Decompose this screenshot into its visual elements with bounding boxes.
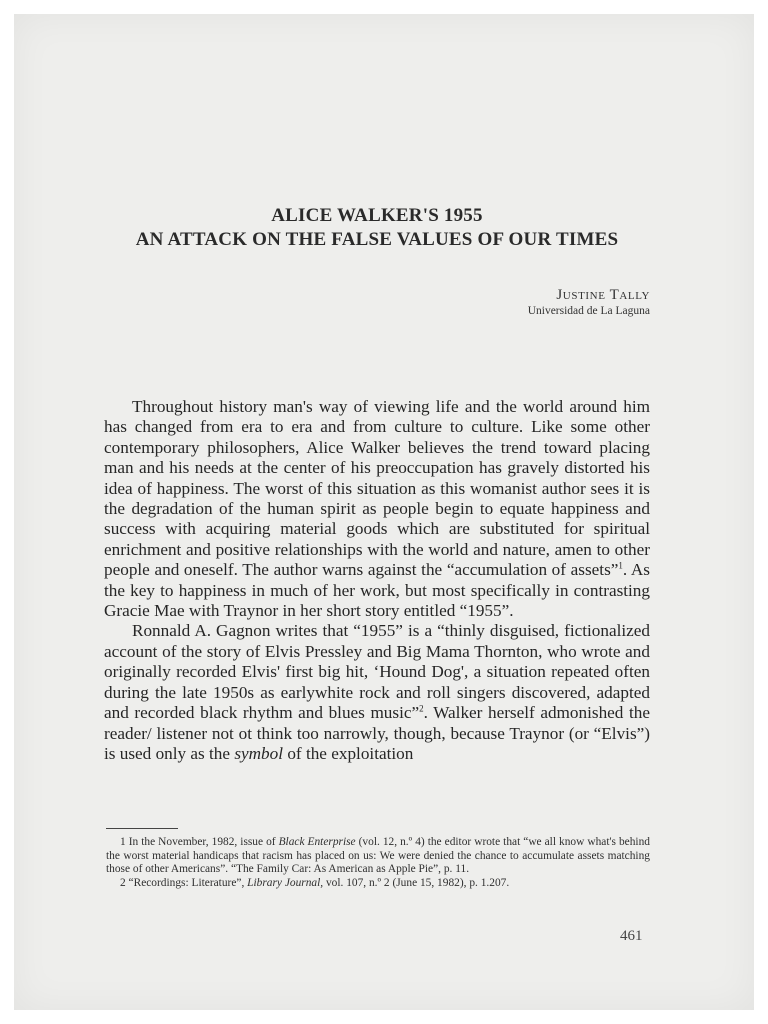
article-title-line-1: ALICE WALKER'S 1955 (271, 205, 483, 226)
body-paragraph-1 (104, 397, 650, 621)
author-affiliation: Universidad de La Laguna (527, 305, 650, 317)
article-body (104, 397, 650, 764)
footnote-1-text-a: 1 In the November, 1982, issue of (120, 836, 279, 848)
body-paragraph-1-text-a: Throughout history man's way of viewing life and the world around him has changed from era to era and from culture to culture. Like some other contemporary philosophers, Alice Walker believes the trend toward placing man and his needs at the center of his preoccupation has gravely distorted his idea of happiness. The worst of this situation as this womanist author sees it is the degradation of the human spirit as people begin to equate happiness and success with acquiring material goods which are substituted for spiritual enrichment and positive relationships with the world and nature, amen to other people and oneself. The author warns against the “accumulation of assets” (104, 397, 650, 580)
body-paragraph-1-text-b: . As the key to happiness in much of her work, but most specifically in contrasting Gracie Mae with Traynor in her short story entitled “1955”. (104, 560, 650, 621)
article-title-block (104, 204, 650, 252)
footnote-divider (106, 828, 178, 829)
author-name: Justine Tally (556, 287, 650, 303)
article-title-line-2: AN ATTACK ON THE FALSE VALUES OF OUR TIMES (135, 229, 619, 250)
footnote-2-text-b: vol. 107, n.º 2 (June 15, 1982), p. 1.207. (323, 876, 510, 889)
body-paragraph-2-text-b: . Walker herself admonished the reader/ listener not ot think too narrowly, though, because Traynor (or “Elvis”) is used only as the (104, 703, 650, 763)
footnote-1-text-b: (vol. 12, n.º 4) the editor wrote that “we all know what's behind the worst material handicaps that racism has placed on us: We were denied the chance to accumulate assets matching those of other Americans”. “The Family Car: As American as Apple Pie”, p. 11. (106, 836, 650, 876)
footnote-2-emphasis: Library Journal, (247, 876, 324, 889)
body-paragraph-2 (104, 621, 650, 764)
body-paragraph-2-emphasis: symbol (234, 743, 284, 763)
body-paragraph-2-text-c: of the exploitation (283, 743, 414, 763)
footnote-1 (106, 836, 650, 877)
footnote-ref-2: 2 (419, 703, 424, 714)
footnote-2-text-a: 2 “Recordings: Literature”, (120, 876, 248, 889)
footnotes (106, 836, 650, 890)
body-paragraph-2-text-a: Ronnald A. Gagnon writes that “1955” is a “thinly disguised, fictionalized account of the story of Elvis Pressley and Big Mama Thornton, who wrote and originally recorded Elvis' first big hit, ‘Hound Dog', a situation repeated often during the late 1950s as earlywhite rock and roll singers discovered, adapted and recorded black rhythm and blues music” (104, 621, 650, 723)
footnote-ref-1: 1 (618, 560, 623, 571)
author-block (528, 286, 650, 318)
footnote-1-emphasis: Black Enterprise (278, 836, 356, 848)
page-number: 461 (620, 928, 643, 944)
footnote-2 (106, 877, 650, 891)
